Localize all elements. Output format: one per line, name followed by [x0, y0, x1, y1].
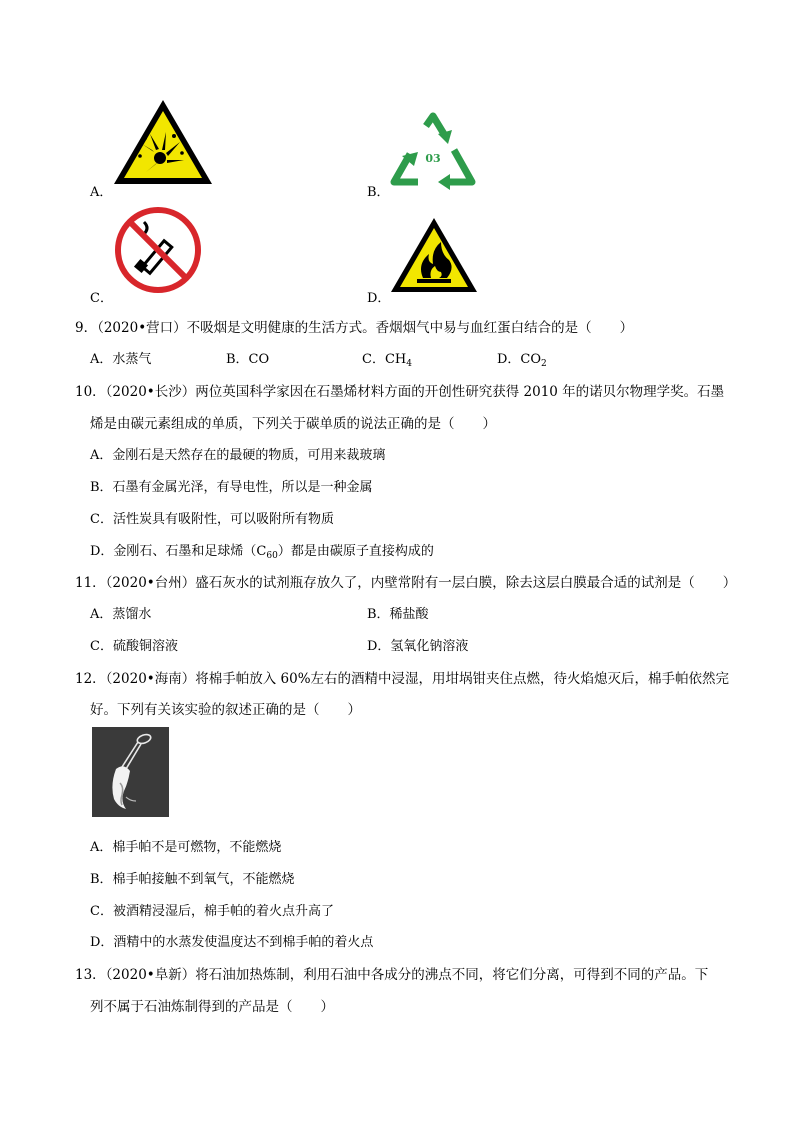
q9-option-c-text: C．CH [362, 352, 407, 367]
q11-stem [75, 571, 736, 591]
q12-stem-line-2 [90, 698, 361, 718]
q11-option-a: A．蒸馏水 [90, 607, 152, 622]
q8-option-a-label: A． [90, 185, 113, 200]
q13-stem-line-1: 13．（2020•阜新）将石油加热炼制，利用石油中各成分的沸点不同，将它们分离，可得到不同的产品。下 [75, 967, 709, 983]
q12-option-b: B．棉手帕接触不到氧气，不能燃烧 [90, 872, 295, 887]
recycling-code: 03 [425, 152, 441, 165]
q9-option-b: B．CO [226, 352, 270, 367]
q12-option-a: A．棉手帕不是可燃物，不能燃烧 [90, 840, 282, 855]
q10-stem-line-2 [90, 412, 496, 432]
q10-option-b: B．石墨有金属光泽，有导电性，所以是一种金属 [90, 480, 373, 495]
q12-stem-line-2-text: 好。下列有关该实验的叙述正确的是（ [90, 702, 320, 718]
q11-option-b: B．稀盐酸 [367, 607, 429, 622]
q9-stem-text: 9．（2020•营口）不吸烟是文明健康的生活方式。香烟烟气中易与血红蛋白结合的是（ [75, 320, 592, 336]
q9-option-d-text: D．CO [497, 352, 542, 367]
no-smoking-icon [114, 206, 202, 294]
q12-paren-close: ） [347, 702, 361, 718]
q13-stem-line-2 [90, 995, 334, 1015]
explosive-warning-icon [112, 98, 214, 188]
q9-option-c [362, 348, 412, 369]
q11-option-c: C．硫酸铜溶液 [90, 639, 178, 654]
q8-option-c-label: C． [90, 291, 113, 306]
q11-stem-text: 11．（2020•台州）盛石灰水的试剂瓶存放久了，内壁常附有一层白膜，除去这层白膜最合适的试剂是（ [75, 575, 695, 591]
flammable-warning-icon [389, 216, 479, 296]
q9-paren-close: ） [619, 320, 634, 336]
recycling-03-icon [388, 112, 478, 190]
q9-option-a: A．水蒸气 [90, 352, 152, 367]
q11-paren-close: ） [722, 575, 737, 591]
q12-stem-line-1: 12．（2020•海南）将棉手帕放入 60%左右的酒精中浸湿，用坩埚钳夹住点燃，待火焰熄灭后，棉手帕依然完 [75, 671, 730, 687]
q10-stem-line-1: 10．（2020•长沙）两位英国科学家因在石墨烯材料方面的开创性研究获得 2010 年的诺贝尔物理学奖。石墨 [75, 384, 725, 400]
q9-option-d-subscript: 2 [541, 359, 547, 369]
q10-option-a: A．金刚石是天然存在的最硬的物质，可用来裁玻璃 [90, 448, 386, 463]
q12-option-c: C．被酒精浸湿后，棉手帕的着火点升高了 [90, 904, 334, 919]
q10-paren-close: ） [482, 416, 496, 432]
q9-stem [75, 316, 633, 336]
burning-handkerchief-photo [92, 727, 169, 817]
q8-option-b-label: B． [367, 185, 390, 200]
q13-paren-close: ） [320, 999, 334, 1015]
q9-option-d [497, 348, 547, 369]
q10-stem-line-2-text: 烯是由碳元素组成的单质，下列关于碳单质的说法正确的是（ [90, 416, 455, 432]
q13-stem-line-2-text: 列不属于石油炼制得到的产品是（ [90, 999, 293, 1015]
q8-option-d-label: D． [367, 291, 391, 306]
q11-option-d: D．氢氧化钠溶液 [367, 639, 469, 654]
q12-option-d: D．酒精中的水蒸发使温度达不到棉手帕的着火点 [90, 935, 374, 950]
q10-option-d [90, 540, 434, 561]
q9-option-c-subscript: 4 [406, 359, 412, 369]
q10-option-d-post: ）都是由碳原子直接构成的 [277, 544, 434, 559]
q10-option-d-pre: D．金刚石、石墨和足球烯（C [90, 544, 267, 559]
q10-option-c: C．活性炭具有吸附性，可以吸附所有物质 [90, 512, 334, 527]
q10-option-d-subscript: 60 [266, 551, 278, 561]
